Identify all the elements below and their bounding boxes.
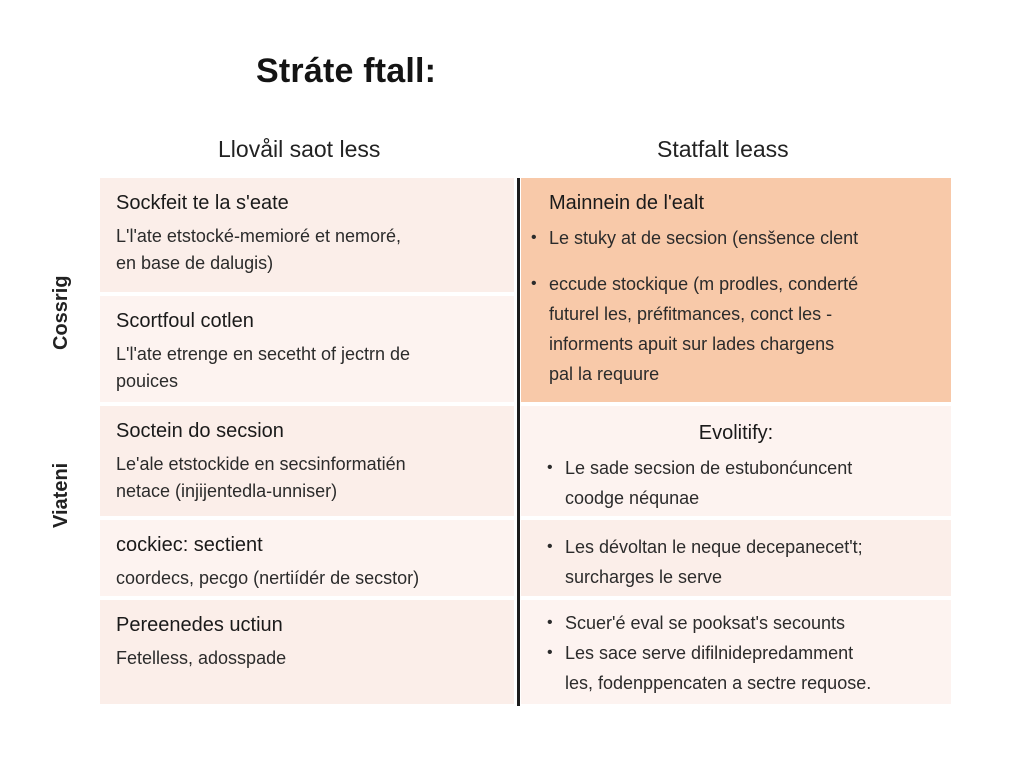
right-cell-3-bullet-1 bbox=[537, 532, 935, 592]
right-cell-1-bullet-2 bbox=[521, 269, 935, 389]
right-cell-1-bullet-1-line-1: Le stuky at de secsion (ensšence clent bbox=[549, 228, 859, 248]
left-cell-1-line-1: L'l'ate etstocké-memioré et nemoré, bbox=[116, 226, 401, 246]
left-cell-2-line-2: pouices bbox=[116, 371, 179, 391]
right-cell-1-title: Mainnein de l'ealt bbox=[549, 192, 705, 214]
left-cell-4 bbox=[100, 520, 514, 596]
right-cell-2 bbox=[521, 406, 951, 516]
right-cell-2-bullets bbox=[537, 453, 935, 513]
left-cell-1 bbox=[100, 178, 514, 292]
right-cell-1-bullet-1 bbox=[521, 223, 935, 253]
left-cell-3 bbox=[100, 406, 514, 516]
left-cell-4-title: cockiec: sectient bbox=[116, 534, 263, 556]
column-divider bbox=[517, 178, 520, 706]
right-cell-4-bullets bbox=[537, 608, 935, 698]
left-cell-2-line-1: L'l'ate etrenge en secetht of jectrn de bbox=[116, 344, 411, 364]
right-cell-1-bullet-2-line-1: • eccude stockique (m prodles, conderté bbox=[549, 274, 859, 294]
right-cell-4 bbox=[521, 600, 951, 704]
left-cell-3-title: Soctein do secsion bbox=[116, 420, 284, 442]
left-cell-3-line-1: Le'ale etstockide en secsinformatién bbox=[116, 454, 406, 474]
left-cell-4-line-1: coordecs, pecgo (nertiídér de secstor) bbox=[116, 568, 420, 588]
right-cell-4-bullet-1-line-1: • Scuer'é eval se pooksat's secounts bbox=[565, 613, 846, 633]
right-cell-2-title: Evolitify: bbox=[698, 422, 774, 444]
right-cell-3-bullets bbox=[537, 532, 935, 592]
right-cell-4-bullet-1 bbox=[537, 608, 935, 638]
left-cell-1-body bbox=[116, 223, 498, 277]
row-label-1: Cossrig bbox=[50, 275, 72, 350]
column-header-left: Llovåil saot less bbox=[218, 136, 381, 162]
right-cell-4-bullet-2-line-2: les, fodenppencaten a sectre requose. bbox=[565, 673, 872, 693]
right-cell-2-bullet-1-line-1: • Le sade secsion de estubonćuncent bbox=[565, 458, 853, 478]
right-cell-3-bullet-1-line-2: surcharges le serve bbox=[565, 567, 723, 587]
left-cell-1-title: Sockfeit te la s'eate bbox=[116, 192, 289, 214]
left-cell-5-line-1: Fetelless, adosspade bbox=[116, 648, 287, 668]
right-cell-2-bullet-1 bbox=[537, 453, 935, 513]
left-cell-5 bbox=[100, 600, 514, 704]
right-cell-1-bullet-2-line-3: informents apuit sur lades chargens bbox=[549, 334, 835, 354]
left-cell-2 bbox=[100, 296, 514, 402]
right-cell-1 bbox=[521, 178, 951, 402]
right-cell-3-bullet-1-line-1: • Les dévoltan le neque decepanecet't; bbox=[565, 537, 863, 557]
left-cell-2-body bbox=[116, 341, 498, 395]
left-cell-4-body bbox=[116, 565, 498, 592]
page-title: Stráte ftall: bbox=[256, 52, 437, 90]
column-header-right: Statfalt leass bbox=[657, 136, 789, 162]
right-cell-1-bullet-2-line-2: futurel les, préfitmances, conct les - bbox=[549, 304, 833, 324]
left-cell-5-title: Pereenedes uctiun bbox=[116, 614, 283, 636]
right-cell-4-bullet-2-line-1: • Les sace serve difilnidepredamment bbox=[565, 643, 854, 663]
right-cell-2-bullet-1-line-2: coodge néqunae bbox=[565, 488, 700, 508]
right-cell-1-bullets bbox=[549, 223, 935, 389]
right-cell-1-bullet-2-line-4: pal la requure bbox=[549, 364, 660, 384]
left-cell-5-body bbox=[116, 645, 498, 672]
right-cell-4-bullet-2 bbox=[537, 638, 935, 698]
row-label-2: Viateni bbox=[50, 462, 72, 528]
right-cell-3 bbox=[521, 520, 951, 596]
left-cell-3-line-2: netace (injijentedla-unniser) bbox=[116, 481, 338, 501]
left-cell-2-title: Scortfoul cotlen bbox=[116, 310, 254, 332]
left-cell-1-line-2: en base de dalugis) bbox=[116, 253, 274, 273]
left-cell-3-body bbox=[116, 451, 498, 505]
